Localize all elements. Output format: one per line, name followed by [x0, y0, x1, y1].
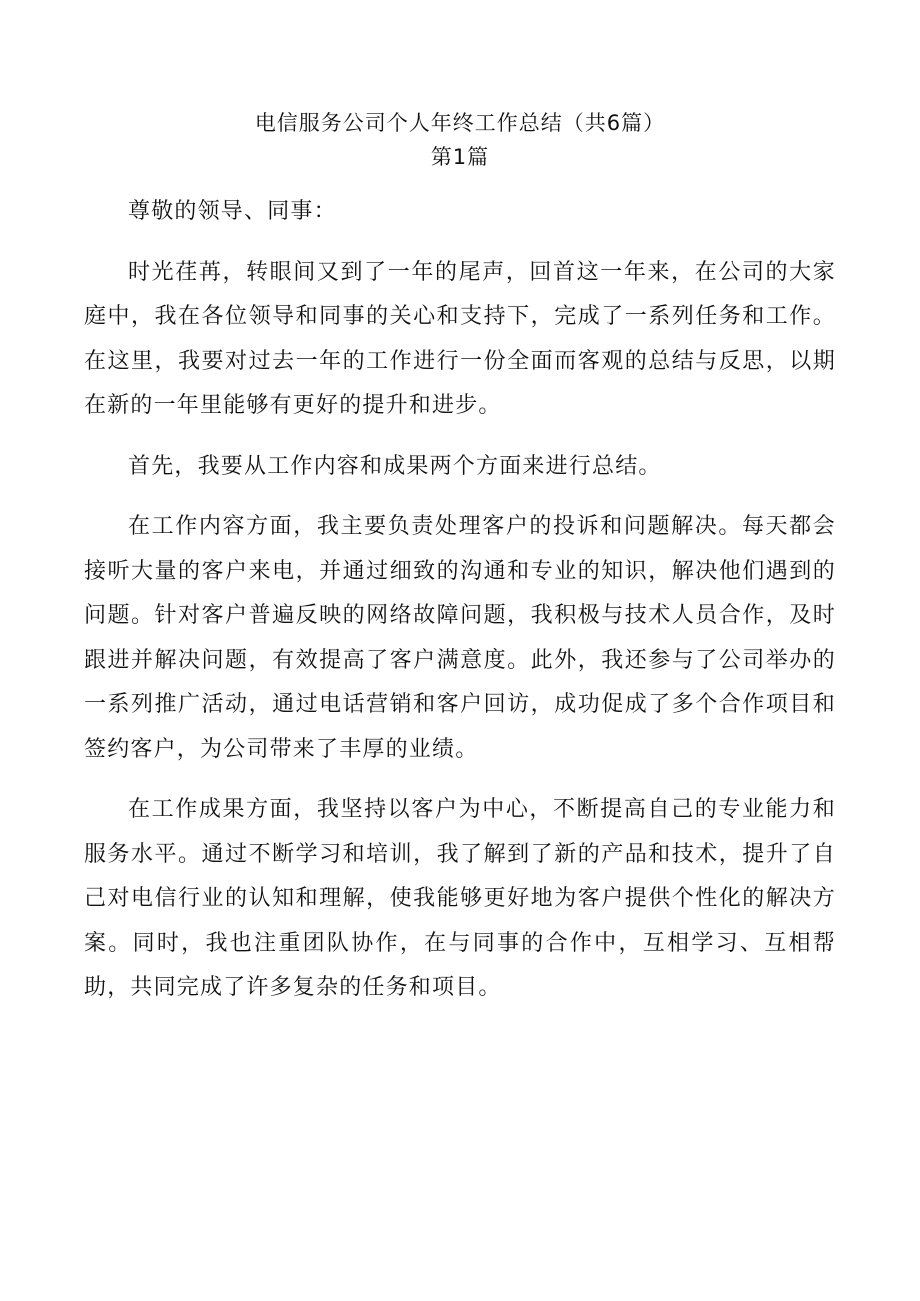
document-subtitle: 第1篇	[430, 145, 490, 169]
paragraph-work-content: 在工作内容方面，我主要负责处理客户的投诉和问题解决。每天都会接听大量的客户来电，并通过细致的沟通和专业的知识，解决他们遇到的问题。针对客户普遍反映的网络故障问题，我积极与技术人员合作，及时跟进并解决问题，有效提高了客户满意度。此外，我还参与了公司举办的一系列推广活动，通过电话营销和客户回访，成功促成了多个合作项目和签约客户，为公司带来了丰厚的业绩。	[84, 514, 836, 762]
document-title: 电信服务公司个人年终工作总结（共6篇）	[254, 111, 666, 135]
document-body	[84, 190, 836, 1027]
paragraph-intro: 时光荏苒，转眼间又到了一年的尾声，回首这一年来，在公司的大家庭中，我在各位领导和同事的关心和支持下，完成了一系列任务和工作。在这里，我要对过去一年的工作进行一份全面而客观的总结与反思，以期在新的一年里能够有更好的提升和进步。	[84, 259, 836, 418]
paragraph-overview: 首先，我要从工作内容和成果两个方面来进行总结。	[128, 453, 662, 479]
paragraph-work-results: 在工作成果方面，我坚持以客户为中心，不断提高自己的专业能力和服务水平。通过不断学习和培训，我了解到了新的产品和技术，提升了自己对电信行业的认知和理解，使我能够更好地为客户提供个性化的解决方案。同时，我也注重团队协作，在与同事的合作中，互相学习、互相帮助，共同完成了许多复杂的任务和项目。	[84, 797, 836, 1000]
title-block	[0, 106, 920, 174]
salutation: 尊敬的领导、同事：	[128, 199, 337, 224]
